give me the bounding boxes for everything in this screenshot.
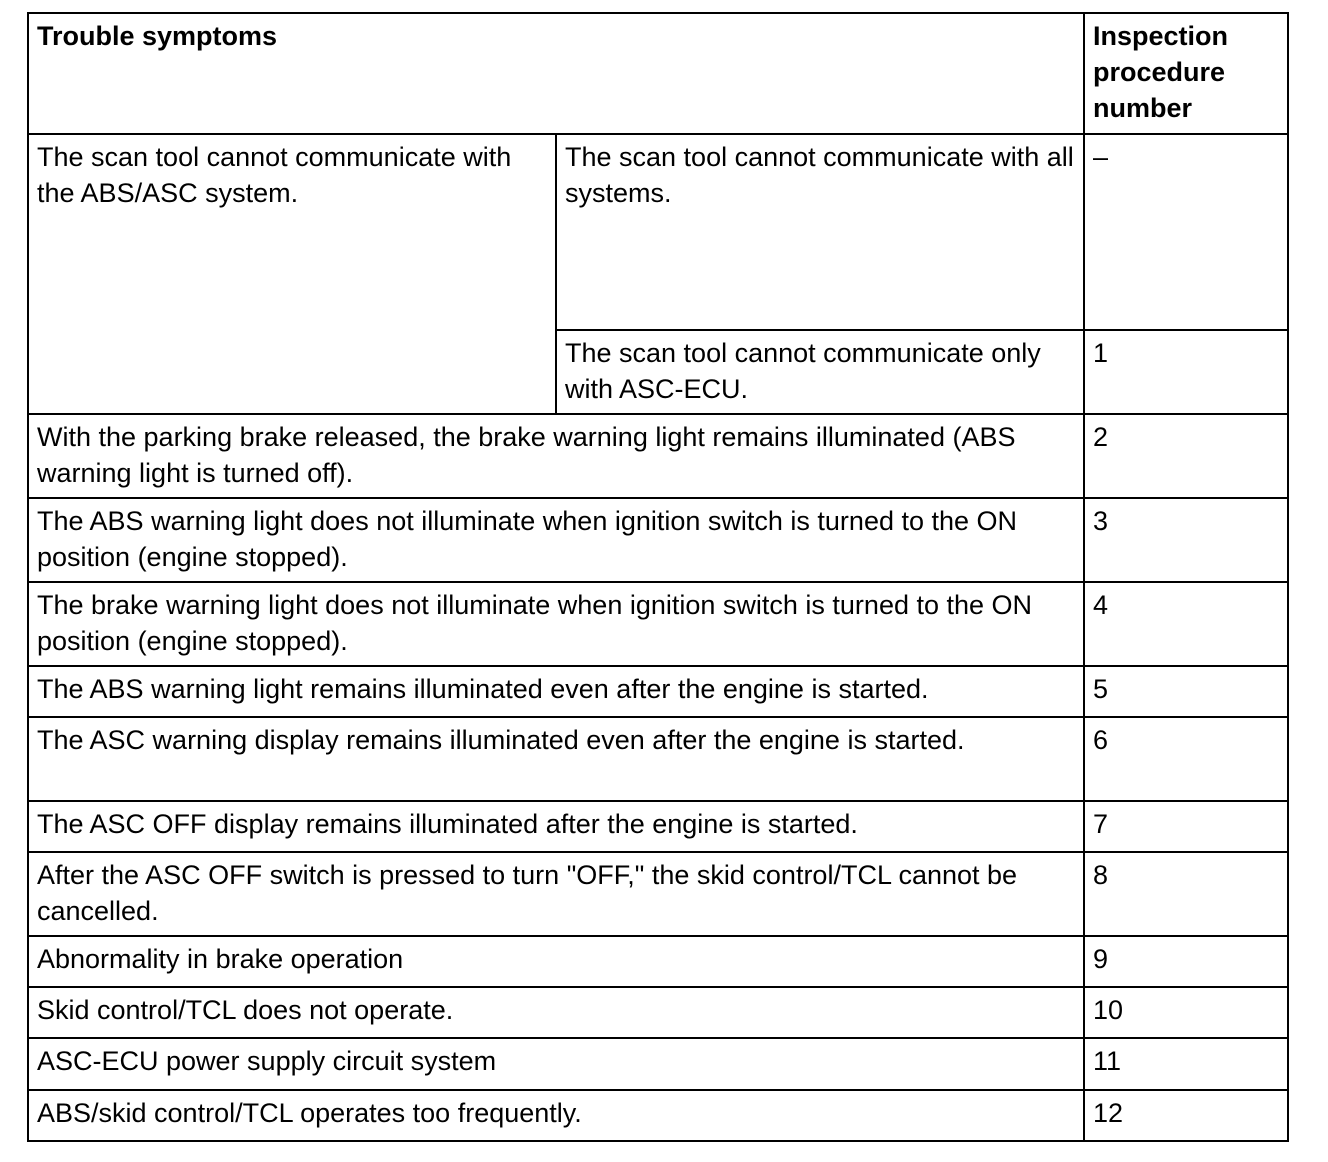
table-row bbox=[28, 1090, 1288, 1141]
table-row bbox=[28, 414, 1288, 498]
symptom-detail-cell: The scan tool cannot communicate only with ASC-ECU. bbox=[556, 330, 1084, 414]
symptom-cell: After the ASC OFF switch is pressed to turn "OFF," the skid control/TCL cannot be cancelled. bbox=[28, 852, 1084, 936]
procedure-number-cell: 5 bbox=[1084, 666, 1288, 717]
procedure-number-cell: – bbox=[1084, 134, 1288, 330]
procedure-number-cell: 7 bbox=[1084, 801, 1288, 852]
table-row bbox=[28, 852, 1288, 936]
symptom-cell: The ASC warning display remains illuminated even after the engine is started. bbox=[28, 717, 1084, 801]
header-row bbox=[28, 13, 1288, 134]
table-row bbox=[28, 134, 1288, 330]
symptom-cell: The brake warning light does not illuminate when ignition switch is turned to the ON position (engine stopped). bbox=[28, 582, 1084, 666]
symptom-cell: The ASC OFF display remains illuminated after the engine is started. bbox=[28, 801, 1084, 852]
table-row bbox=[28, 1038, 1288, 1090]
table-row bbox=[28, 987, 1288, 1038]
symptom-cell: With the parking brake released, the brake warning light remains illuminated (ABS warning light is turned off). bbox=[28, 414, 1084, 498]
symptom-cell: Skid control/TCL does not operate. bbox=[28, 987, 1084, 1038]
symptom-cell: The scan tool cannot communicate with the ABS/ASC system. bbox=[28, 134, 556, 414]
procedure-number-cell: 11 bbox=[1084, 1038, 1288, 1090]
header-trouble-symptoms: Trouble symptoms bbox=[28, 13, 1084, 134]
procedure-number-cell: 8 bbox=[1084, 852, 1288, 936]
table-row bbox=[28, 801, 1288, 852]
procedure-number-cell: 10 bbox=[1084, 987, 1288, 1038]
procedure-number-cell: 1 bbox=[1084, 330, 1288, 414]
symptom-detail-cell: The scan tool cannot communicate with all systems. bbox=[556, 134, 1084, 330]
symptom-cell: ASC-ECU power supply circuit system bbox=[28, 1038, 1084, 1090]
symptom-cell: The ABS warning light remains illuminated even after the engine is started. bbox=[28, 666, 1084, 717]
trouble-symptom-table bbox=[27, 12, 1289, 1142]
procedure-number-cell: 6 bbox=[1084, 717, 1288, 801]
table-row bbox=[28, 666, 1288, 717]
table-row bbox=[28, 582, 1288, 666]
procedure-number-cell: 3 bbox=[1084, 498, 1288, 582]
table-row bbox=[28, 717, 1288, 801]
header-inspection-procedure-number: Inspection procedure number bbox=[1084, 13, 1288, 134]
symptom-cell: ABS/skid control/TCL operates too frequently. bbox=[28, 1090, 1084, 1141]
procedure-number-cell: 12 bbox=[1084, 1090, 1288, 1141]
symptom-cell: The ABS warning light does not illuminate when ignition switch is turned to the ON position (engine stopped). bbox=[28, 498, 1084, 582]
symptom-cell: Abnormality in brake operation bbox=[28, 936, 1084, 987]
procedure-number-cell: 2 bbox=[1084, 414, 1288, 498]
table-row bbox=[28, 936, 1288, 987]
procedure-number-cell: 9 bbox=[1084, 936, 1288, 987]
table-row bbox=[28, 498, 1288, 582]
procedure-number-cell: 4 bbox=[1084, 582, 1288, 666]
